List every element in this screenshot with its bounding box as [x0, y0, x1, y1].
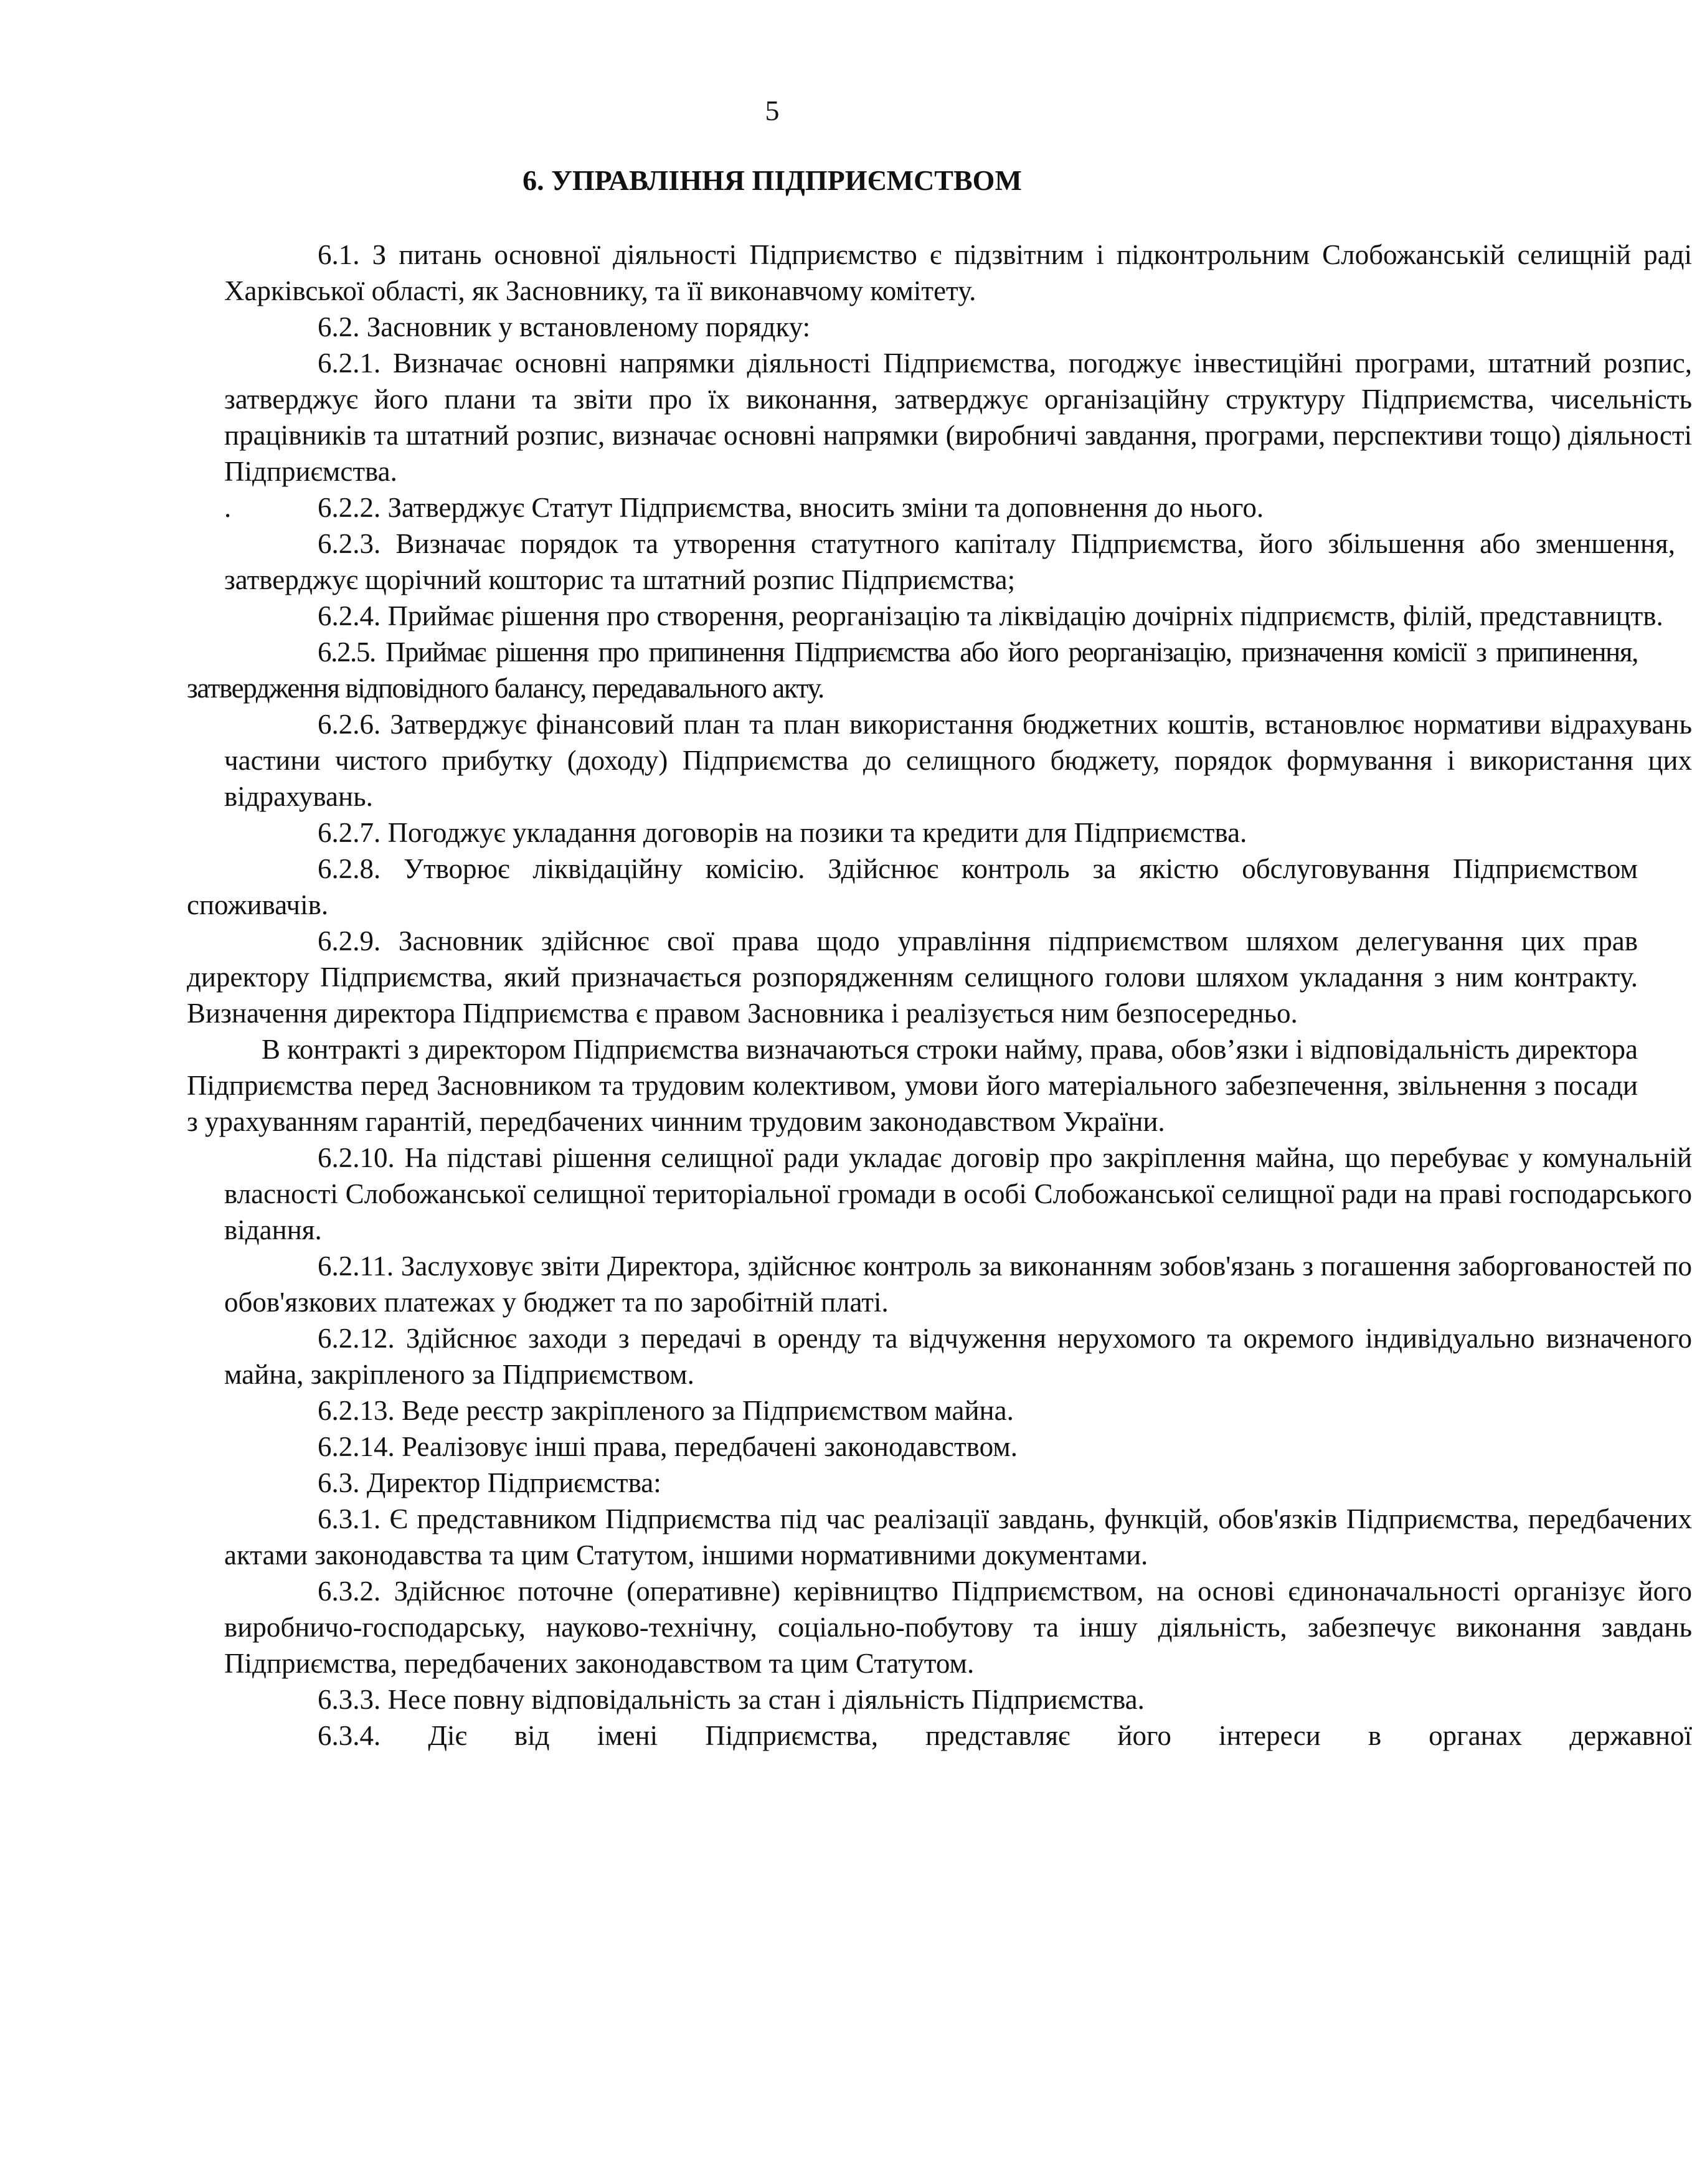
- paragraph-6-2-14: 6.2.14. Реалізовує інші права, передбачені законодавством.: [318, 1431, 1018, 1462]
- paragraph-6-2-7: 6.2.7. Погоджує укладання договорів на позики та кредити для Підприємства.: [318, 817, 1247, 848]
- paragraph-contract: В контракті з директором Підприємства визначаються строки найму, права, обов’язки і відповідальність директора Підприємства перед Засновником та трудовим колективом, умови його матеріального забезпечення, звільнення з посади з урахуванням гарантій, передбачених чинним трудовим законодавством України.: [187, 1034, 1638, 1137]
- paragraph-6-3-3: 6.3.3. Несе повну відповідальність за стан і діяльність Підприємства.: [318, 1684, 1145, 1715]
- paragraph-6-3-2: 6.3.2. Здійснює поточне (оперативне) керівництво Підприємством, на основі єдиноначальності організує його виробничо-господарську, науково-технічну, соціально-побутову та іншу діяльність, забезпечує виконання завдань Підприємства, передбачених законодавством та цим Статутом.: [224, 1576, 1692, 1679]
- paragraph-6-2-13: 6.2.13. Веде реєстр закріпленого за Підприємством майна.: [318, 1395, 1014, 1426]
- section-title: 6. УПРАВЛІННЯ ПІДПРИЄМСТВОМ: [522, 164, 1022, 196]
- paragraph-6-3-4: 6.3.4. Діє від імені Підприємства, представляє його інтереси в органах державної: [318, 1720, 1692, 1751]
- paragraph-6-2-11: 6.2.11. Заслуховує звіти Директора, здійснює контроль за виконанням зобов'язань з погашення заборгованостей по обов'язкових платежах у бюджет та по заробітній платі.: [224, 1250, 1692, 1318]
- stray-dot-marker: .: [224, 492, 232, 523]
- paragraph-6-3: 6.3. Директор Підприємства:: [318, 1467, 661, 1498]
- paragraph-6-2-3: 6.2.3. Визначає порядок та утворення статутного капіталу Підприємства, його збільшення або зменшення, затверджує щорічний кошторис та штатний розпис Підприємства;: [224, 528, 1675, 595]
- paragraph-6-2-2: 6.2.2. Затверджує Статут Підприємства, вносить зміни та доповнення до нього.: [318, 492, 1264, 523]
- paragraph-6-2-2-wrap: [0, 489, 1544, 526]
- paragraph-6-2-10: 6.2.10. На підставі рішення селищної ради укладає договір про закріплення майна, що перебуває у комунальній власності Слобожанської селищної територіальної громади в особі Слобожанської селищної ради на праві господарського відання.: [224, 1142, 1692, 1246]
- page-number: 5: [765, 95, 780, 126]
- paragraph-6-2-1: 6.2.1. Визначає основні напрямки діяльності Підприємства, погоджує інвестиційні програми, штатний розпис, затверджує його плани та звіти про їх виконання, затверджує організаційну структуру Підприємства, чисельність працівників та штатний розпис, визначає основні напрямки (виробничі завдання, програми, перспективи тощо) діяльності Підприємства.: [224, 347, 1692, 487]
- paragraph-6-2-5: 6.2.5. Приймає рішення про припинення Підприємства або його реорганізацію, призначення комісії з припинення, затвердження відповідного балансу, передавального акту.: [187, 636, 1638, 704]
- paragraph-6-2-8: 6.2.8. Утворює ліквідаційну комісію. Здійснює контроль за якістю обслуговування Підприємством споживачів.: [187, 853, 1638, 920]
- paragraph-6-1: 6.1. З питань основної діяльності Підприємство є підзвітним і підконтрольним Слобожанській селищній раді Харківської області, як Засновнику, та її виконавчому комітету.: [224, 239, 1692, 306]
- paragraph-6-3-1: 6.3.1. Є представником Підприємства під час реалізації завдань, функцій, обов'язків Підприємства, передбачених актами законодавства та цим Статутом, іншими нормативними документами.: [224, 1503, 1692, 1571]
- paragraph-6-2: 6.2. Засновник у встановленому порядку:: [318, 311, 811, 343]
- paragraph-6-2-9: 6.2.9. Засновник здійснює свої права щодо управління підприємством шляхом делегування цих прав директору Підприємства, який призначається розпорядженням селищного голови шляхом укладання з ним контракту. Визначення директора Підприємства є правом Засновника і реалізується ним безпосередньо.: [187, 925, 1638, 1029]
- paragraph-6-2-4: 6.2.4. Приймає рішення про створення, реорганізацію та ліквідацію дочірніх підприємств, філій, представництв.: [318, 600, 1663, 631]
- paragraph-6-2-6: 6.2.6. Затверджує фінансовий план та план використання бюджетних коштів, встановлює нормативи відрахувань частини чистого прибутку (доходу) Підприємства до селищного бюджету, порядок формування і використання цих відрахувань.: [224, 709, 1692, 812]
- paragraph-6-2-12: 6.2.12. Здійснює заходи з передачі в оренду та відчуження нерухомого та окремого індивідуально визначеного майна, закріпленого за Підприємством.: [224, 1323, 1692, 1390]
- document-body: [0, 237, 1692, 1754]
